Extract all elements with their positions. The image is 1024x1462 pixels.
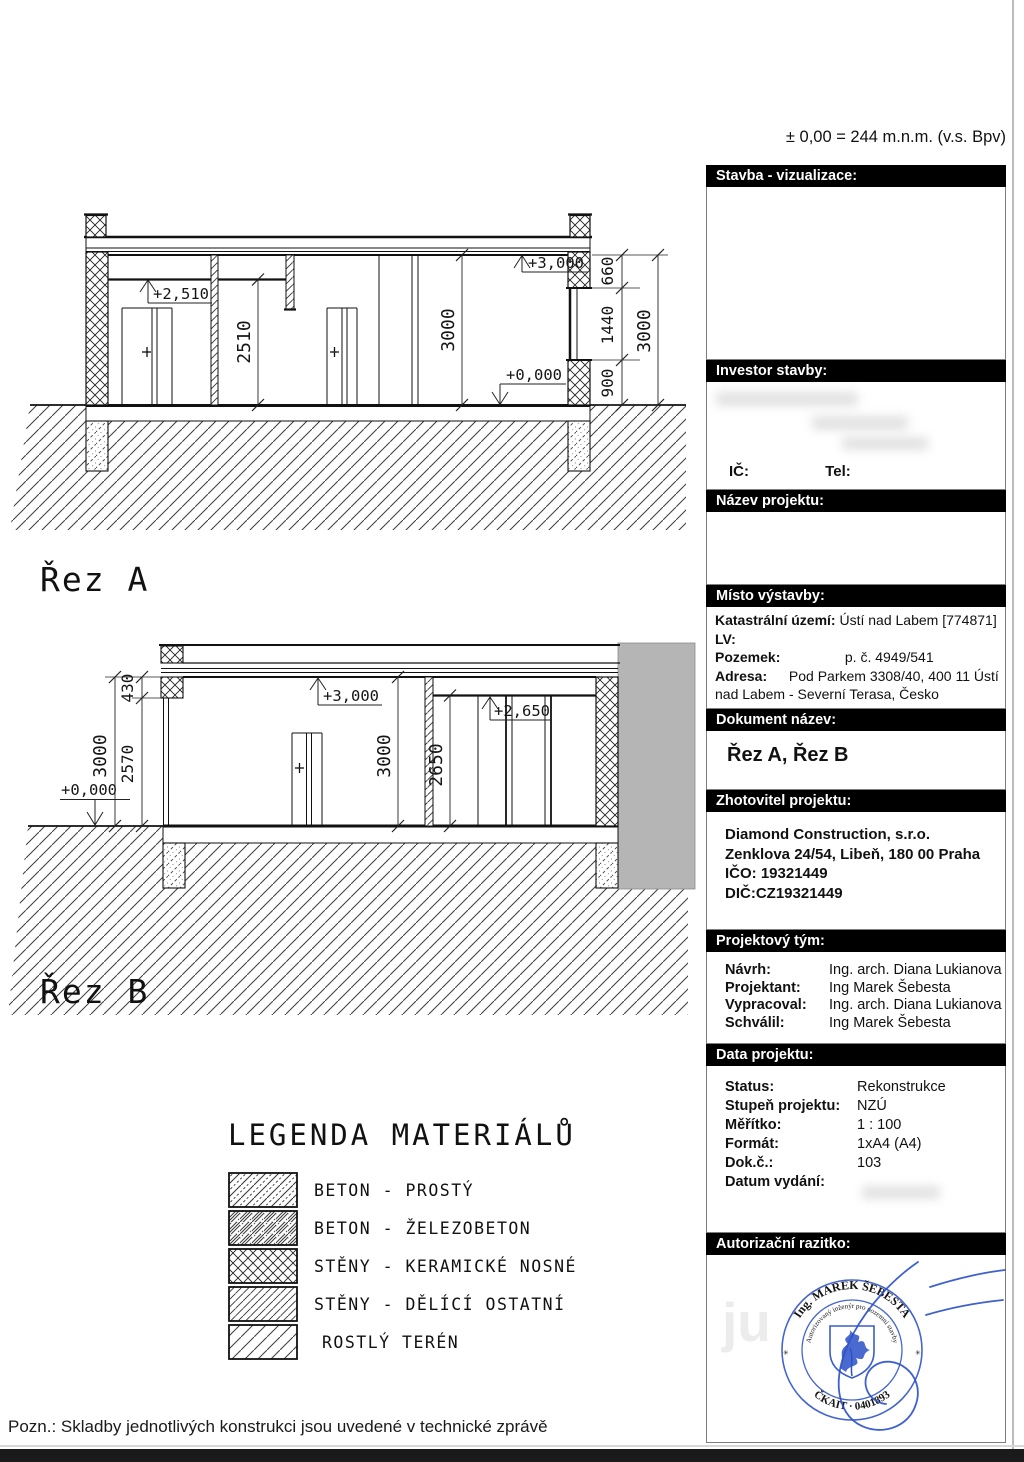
stamp-arc-top-text: Ing. MAREK ŠEBESTA bbox=[790, 1277, 914, 1321]
dim-text-3000: 3000 bbox=[438, 308, 459, 352]
level-zero-b bbox=[60, 781, 130, 825]
pozemek-label: Pozemek: bbox=[715, 649, 781, 665]
tym-row bbox=[707, 997, 1005, 1015]
tym-value: Ing Marek Šebesta bbox=[829, 979, 951, 996]
footer-note: Pozn.: Skladby jednotlivých konstrukci jsou uvedené v technické zprávě bbox=[8, 1417, 548, 1436]
legend-swatch-beton-zelezobeton bbox=[228, 1210, 298, 1246]
roof-slab bbox=[159, 645, 620, 698]
level-soffit-a bbox=[140, 280, 212, 303]
data-label: Status: bbox=[725, 1079, 775, 1095]
ic-label: IČ: bbox=[729, 463, 749, 480]
watermark-text: ju bbox=[722, 1291, 771, 1353]
panel-header-razitko: Autorizační razitko: bbox=[706, 1233, 1006, 1255]
legend-item-beton-zelezobeton bbox=[228, 1210, 531, 1246]
panel-header-stavba: Stavba - vizualizace: bbox=[706, 165, 1006, 187]
dim-room-left bbox=[234, 274, 264, 412]
bottom-divider bbox=[0, 1445, 1024, 1447]
tym-value: Ing. arch. Diana Lukianova bbox=[829, 962, 1002, 978]
interior-partitions bbox=[108, 255, 418, 405]
panel-box-zhotovitel bbox=[706, 812, 1006, 930]
panel-header-investor: Investor stavby: bbox=[706, 360, 1006, 382]
data-label: Stupeň projektu: bbox=[725, 1098, 841, 1114]
section-a-drawing bbox=[0, 195, 700, 540]
zhotovitel-address: Zenklova 24/54, Libeň, 180 00 Praha bbox=[725, 845, 981, 863]
dim-text-total-3000: 3000 bbox=[634, 309, 655, 353]
stamp-star-right: ✳ bbox=[915, 1348, 921, 1358]
data-value: 1xA4 (A4) bbox=[857, 1136, 922, 1152]
dim-text-3000-b: 3000 bbox=[374, 734, 395, 778]
legend-title: LEGENDA MATERIÁLŮ bbox=[228, 1118, 576, 1152]
stamp-star-left: ✳ bbox=[783, 1348, 789, 1358]
data-row bbox=[707, 1173, 1005, 1192]
legend-swatch-steny-delici bbox=[228, 1286, 298, 1322]
adresa-value-2: nad Labem - Severní Terasa, Česko bbox=[715, 686, 939, 702]
dim-text-2510: 2510 bbox=[234, 320, 255, 364]
document-title: Řez A, Řez B bbox=[727, 744, 849, 766]
redacted-investor-2 bbox=[812, 416, 908, 430]
roof-slab bbox=[84, 237, 592, 255]
redacted-investor-3 bbox=[842, 437, 928, 450]
panel-box-data bbox=[706, 1066, 1006, 1233]
stamp-arc-bottom-text: ČKAIT · 0401893 bbox=[811, 1388, 893, 1413]
legend-label: STĚNY - KERAMICKÉ NOSNÉ bbox=[314, 1256, 577, 1276]
authorization-stamp bbox=[706, 1255, 1012, 1443]
legend-item-rostly-teren bbox=[228, 1324, 459, 1360]
door bbox=[292, 733, 322, 826]
tym-row bbox=[707, 962, 1005, 980]
legend-item-steny-delici bbox=[228, 1286, 566, 1322]
redacted-investor-1 bbox=[716, 392, 858, 406]
legend-item-steny-keramicke-nosne bbox=[228, 1248, 577, 1284]
level-text-2510: +2,510 bbox=[153, 285, 209, 303]
benchmark-note: ± 0,00 = 244 m.n.m. (v.s. Bpv) bbox=[785, 128, 1006, 146]
panel-box-tym bbox=[706, 952, 1006, 1044]
tym-row bbox=[707, 980, 1005, 998]
level-text-0000: +0,000 bbox=[506, 366, 562, 384]
data-value: 103 bbox=[857, 1155, 882, 1171]
right-wall bbox=[596, 677, 618, 826]
door-2 bbox=[327, 308, 357, 405]
panel-box-misto bbox=[706, 607, 1006, 709]
dim-text-1440: 1440 bbox=[598, 305, 617, 345]
zhotovitel-ico: IČO: 19321449 bbox=[725, 865, 828, 882]
data-value: 1 : 100 bbox=[857, 1117, 902, 1133]
zhotovitel-name: Diamond Construction, s.r.o. bbox=[725, 826, 931, 843]
redacted-datum bbox=[862, 1186, 940, 1199]
pozemek-value: p. č. 4949/541 bbox=[844, 649, 934, 665]
data-label: Měřítko: bbox=[725, 1117, 782, 1133]
data-label: Dok.č.: bbox=[725, 1155, 774, 1171]
panel-header-zhotovitel: Zhotovitel projektu: bbox=[706, 790, 1006, 812]
door-1 bbox=[122, 308, 172, 405]
katastr-label: Katastrální území: bbox=[715, 612, 836, 628]
legend-swatch-steny-keramicke bbox=[228, 1248, 298, 1284]
panel-header-nazev: Název projektu: bbox=[706, 490, 1006, 512]
dim-text-660: 660 bbox=[598, 256, 617, 286]
level-zero-a bbox=[492, 366, 566, 405]
left-wall bbox=[164, 698, 169, 826]
panel-box-dokument bbox=[706, 731, 1006, 790]
bottom-bar bbox=[0, 1449, 1024, 1462]
dim-room-main bbox=[438, 249, 468, 411]
panel-header-dokument: Dokument název: bbox=[706, 709, 1006, 731]
level-text-3000: +3,000 bbox=[528, 254, 584, 272]
adresa-value-1: Pod Parkem 3308/40, 400 11 Ústí bbox=[788, 667, 999, 684]
data-row bbox=[707, 1116, 1005, 1135]
data-value: Rekonstrukce bbox=[857, 1079, 946, 1095]
legend-swatch-rostly-teren bbox=[228, 1324, 298, 1360]
legend-label: BETON - ŽELEZOBETON bbox=[314, 1218, 532, 1238]
lv-label: LV: bbox=[715, 630, 736, 647]
stamp-shield-emblem bbox=[830, 1326, 874, 1378]
panel-header-misto: Místo výstavby: bbox=[706, 585, 1006, 607]
level-soffit-b bbox=[482, 697, 552, 720]
legend-item-beton-prosty bbox=[228, 1172, 474, 1208]
panel-box-nazev bbox=[706, 512, 1006, 585]
lv-row bbox=[707, 630, 1005, 649]
roof-parapets bbox=[84, 215, 592, 238]
section-b-drawing bbox=[0, 600, 700, 1030]
tym-label: Vypracoval: bbox=[725, 997, 807, 1013]
tel-label: Tel: bbox=[825, 463, 851, 480]
tym-value: Ing Marek Šebesta bbox=[829, 1014, 951, 1031]
adresa-row bbox=[707, 667, 1005, 686]
section-b-label: Řez B bbox=[40, 972, 150, 1011]
level-text-2650: +2,650 bbox=[494, 702, 550, 720]
page-edge-line bbox=[1012, 0, 1014, 1449]
data-row bbox=[707, 1078, 1005, 1097]
data-value: NZÚ bbox=[857, 1098, 887, 1114]
dim-text-430: 430 bbox=[118, 673, 137, 703]
data-row bbox=[707, 1154, 1005, 1173]
adresa-row-2 bbox=[707, 685, 1005, 704]
legend-label: BETON - PROSTÝ bbox=[314, 1180, 475, 1200]
dim-text-total-3000-b: 3000 bbox=[90, 734, 111, 778]
dim-text-2570: 2570 bbox=[118, 744, 137, 784]
zhotovitel-dic: DIČ:CZ19321449 bbox=[725, 884, 843, 902]
panel-header-data: Data projektu: bbox=[706, 1044, 1006, 1066]
panel-header-tym: Projektový tým: bbox=[706, 930, 1006, 952]
katastr-row bbox=[707, 611, 1005, 630]
pozemek-row bbox=[707, 648, 1005, 667]
data-label: Datum vydání: bbox=[725, 1174, 825, 1190]
existing-building-mass bbox=[618, 643, 695, 889]
stamp-arc-inner-text: Autorizovaný inženýr pro pozemní stavby bbox=[804, 1301, 900, 1344]
tym-label: Schválil: bbox=[725, 1014, 785, 1031]
panel-box-stavba bbox=[706, 187, 1006, 360]
level-top-a bbox=[514, 254, 588, 272]
legend-swatch-beton-prosty bbox=[228, 1172, 298, 1208]
dim-text-2650: 2650 bbox=[426, 743, 447, 787]
adresa-label: Adresa: bbox=[715, 667, 768, 684]
tym-label: Návrh: bbox=[725, 962, 771, 978]
data-label: Formát: bbox=[725, 1136, 779, 1152]
tym-row bbox=[707, 1015, 1005, 1033]
tym-label: Projektant: bbox=[725, 979, 801, 996]
level-text-3000-b: +3,000 bbox=[323, 687, 379, 705]
katastr-value: Ústí nad Labem [774871] bbox=[839, 612, 997, 628]
data-row bbox=[707, 1135, 1005, 1154]
section-a-label: Řez A bbox=[40, 560, 150, 599]
tym-value: Ing. arch. Diana Lukianova bbox=[829, 997, 1002, 1013]
legend-label: STĚNY - DĚLÍCÍ OSTATNÍ bbox=[314, 1294, 566, 1314]
level-text-0000-b: +0,000 bbox=[61, 781, 117, 799]
legend-label: ROSTLÝ TERÉN bbox=[322, 1332, 460, 1352]
window-right-wall bbox=[566, 288, 592, 360]
level-top-b bbox=[310, 678, 382, 705]
data-row bbox=[707, 1097, 1005, 1116]
dim-text-900: 900 bbox=[598, 368, 617, 398]
